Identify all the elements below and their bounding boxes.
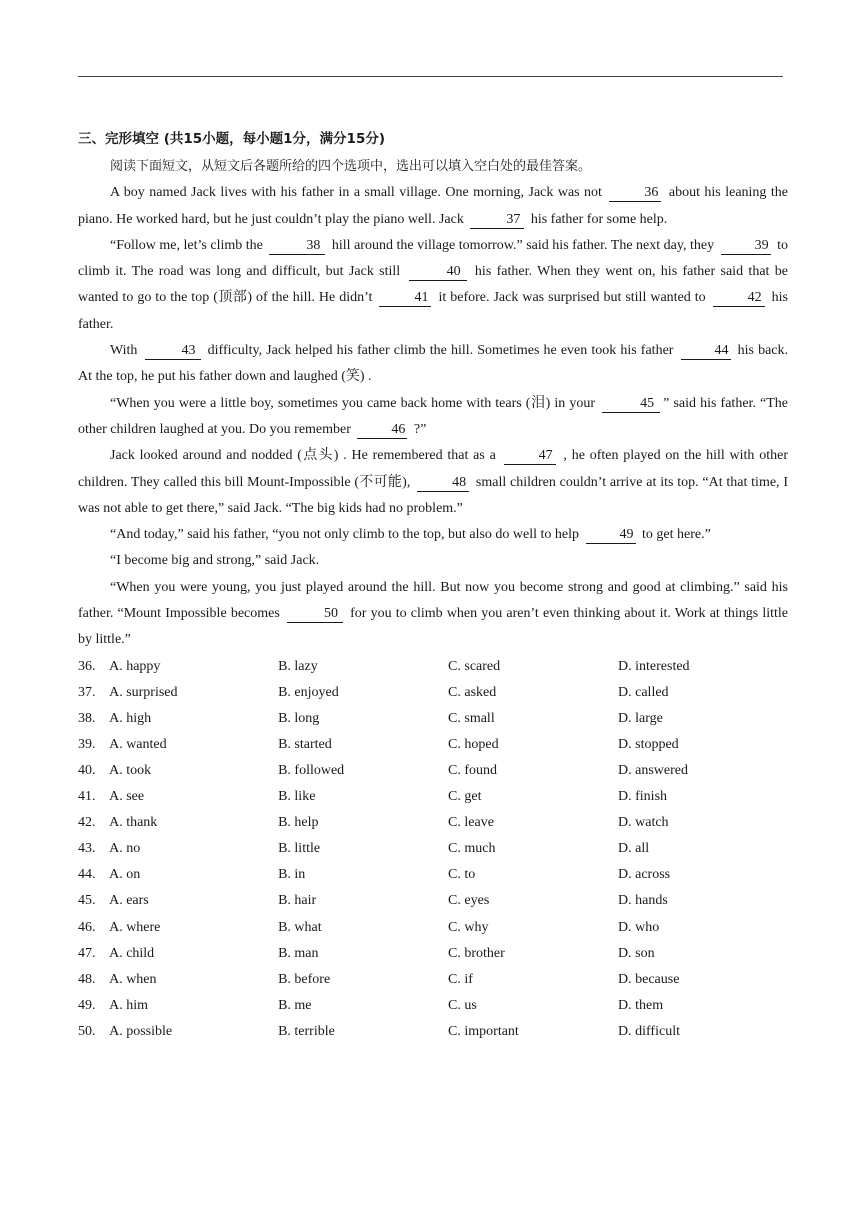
option-c: C. scared [448,658,501,674]
question-row [78,758,788,784]
question-row [78,888,788,914]
option-d: D. interested [618,658,690,674]
question-row [78,836,788,862]
question-number: 48. [78,971,96,987]
option-d: D. son [618,945,655,961]
passage-text: ?” [410,421,427,437]
option-a: A. high [109,710,152,726]
blank-50: 50 [287,606,343,623]
question-number: 42. [78,815,96,831]
section-heading: 三、完形填空 (共15小题，每小题1分，满分15分) [78,131,386,147]
question-number: 38. [78,710,96,726]
option-a: A. happy [109,658,161,674]
passage-text: about his leaning the piano. He worked hard, but he just couldn’t play the piano well. Jack [78,185,788,227]
passage-paragraph [78,548,788,574]
option-c: C. hoped [448,736,499,752]
option-c: C. asked [448,684,497,700]
passage-text: “Follow me, let’s climb the [110,237,267,253]
option-c: C. get [448,789,482,805]
option-a: A. see [109,789,145,805]
blank-42: 42 [713,290,765,307]
passage-text: small children couldn’t arrive at its top. “At that time, I was not able to get there,” said Jack. “The big kids had no problem.” [78,474,788,516]
question-number: 45. [78,893,96,909]
blank-47: 47 [504,448,556,465]
option-b: B. hair [278,893,317,909]
option-b: B. me [278,997,312,1013]
question-row [78,941,788,967]
question-number: 47. [78,945,96,961]
option-b: B. terrible [278,1023,335,1039]
option-d: D. finish [618,789,668,805]
blank-41: 41 [379,290,431,307]
option-d: D. answered [618,763,688,779]
option-d: D. called [618,684,669,700]
passage-paragraph [78,522,788,548]
option-b: B. in [278,867,306,883]
passage-paragraph [78,575,788,654]
passage-text: to climb it. The road was long and difficult, but Jack still [78,237,789,280]
question-number: 49. [78,997,96,1013]
option-d: D. watch [618,815,669,831]
option-b: B. man [278,945,319,961]
passage-text: hill around the village tomorrow.” said his father. The next day, they [328,237,718,253]
option-d: D. stopped [618,736,679,752]
question-number: 41. [78,789,96,805]
blank-38: 38 [269,238,325,255]
option-a: A. wanted [109,736,167,752]
passage-text: his father for some help. [527,211,668,227]
option-b: B. started [278,736,332,752]
answer-options [78,654,788,1045]
blank-43: 43 [145,343,201,360]
option-c: C. if [448,971,473,987]
passage-text: difficulty, Jack helped his father climb the hill. Sometimes he even took his father [203,343,678,359]
question-number: 39. [78,736,96,752]
question-row [78,1019,788,1045]
passage-text: “I become big and strong,” said Jack. [110,553,320,569]
option-d: D. who [618,919,660,935]
blank-39: 39 [721,238,771,255]
passage-text: , he often played on the hill with other children. They called this bill Mount-Impossible (不可能), [78,448,788,490]
option-a: A. took [109,763,152,779]
blank-45: 45 [602,396,660,413]
question-row [78,732,788,758]
option-b: B. what [278,919,322,935]
blank-36: 36 [609,185,661,202]
blank-37: 37 [470,212,524,229]
option-b: B. followed [278,763,345,779]
blank-44: 44 [681,343,731,360]
question-row [78,654,788,680]
passage-text: it before. Jack was surprised but still wanted to [434,290,710,306]
option-a: A. child [109,945,155,961]
option-a: A. when [109,971,157,987]
passage-text: ” said his father. “The other children laughed at you. Do you remember [78,395,789,437]
option-b: B. lazy [278,658,318,674]
option-a: A. thank [109,815,158,831]
option-c: C. found [448,763,498,779]
passage-text: his father. [78,290,788,332]
option-d: D. across [618,867,671,883]
blank-46: 46 [357,422,407,439]
option-c: C. us [448,997,477,1013]
passage-text: A boy named Jack lives with his father in a small village. One morning, Jack was not [110,185,607,201]
question-row [78,784,788,810]
question-number: 37. [78,684,96,700]
option-c: C. small [448,710,495,726]
option-c: C. why [448,919,489,935]
passage-text: Jack looked around and nodded (点头) . He remembered that as a [110,448,501,464]
option-a: A. no [109,841,141,857]
passage-paragraph [78,180,788,233]
cloze-passage [78,180,788,653]
blank-40: 40 [409,264,467,281]
option-a: A. on [109,867,141,883]
passage-text: With [110,343,142,359]
question-number: 43. [78,841,96,857]
document-body [78,126,788,1045]
passage-paragraph [78,233,788,338]
passage-paragraph [78,338,788,391]
question-number: 50. [78,1023,96,1039]
passage-text: to get here.” [638,527,711,543]
passage-text: his back. At the top, he put his father down and laughed (笑) . [78,343,789,385]
option-b: B. before [278,971,331,987]
option-c: C. leave [448,815,494,831]
passage-paragraph [78,443,788,522]
question-row [78,915,788,941]
question-number: 44. [78,867,96,883]
option-d: D. difficult [618,1023,680,1039]
option-d: D. large [618,710,663,726]
blank-49: 49 [586,527,636,544]
passage-text: “When you were young, you just played around the hill. But now you become strong and good at climbing.” said his father. “Mount Impossible becomes [78,579,788,622]
question-row [78,680,788,706]
option-c: C. eyes [448,893,490,909]
instruction-text: 阅读下面短文，从短文后各题所给的四个选项中，选出可以填入空白处的最佳答案。 [110,159,592,174]
question-row [78,862,788,888]
option-c: C. much [448,841,496,857]
option-b: B. long [278,710,320,726]
option-c: C. to [448,867,476,883]
question-row [78,810,788,836]
question-number: 40. [78,763,96,779]
question-row [78,706,788,732]
option-b: B. like [278,789,316,805]
option-c: C. brother [448,945,505,961]
option-b: B. little [278,841,321,857]
option-d: D. all [618,841,650,857]
option-a: A. possible [109,1023,173,1039]
passage-text: “When you were a little boy, sometimes you came back home with tears (泪) in your [110,395,600,411]
option-a: A. him [109,997,148,1013]
blank-48: 48 [417,475,469,492]
passage-text: his father. When they went on, his father said that be wanted to go to the top (顶部) of the hill. He didn’t [78,264,789,306]
option-a: A. where [109,919,161,935]
option-b: B. enjoyed [278,684,339,700]
question-number: 46. [78,919,96,935]
option-d: D. them [618,997,664,1013]
option-b: B. help [278,815,319,831]
header-rule [78,76,783,77]
option-c: C. important [448,1023,519,1039]
question-number: 36. [78,658,96,674]
option-d: D. hands [618,893,668,909]
option-a: A. surprised [109,684,178,700]
passage-text: “And today,” said his father, “you not only climb to the top, but also do well to help [110,527,583,543]
passage-paragraph [78,391,788,444]
option-d: D. because [618,971,680,987]
question-row [78,993,788,1019]
passage-text: for you to climb when you aren’t even thinking about it. Work at things little by little.” [78,606,788,648]
option-a: A. ears [109,893,149,909]
question-row [78,967,788,993]
